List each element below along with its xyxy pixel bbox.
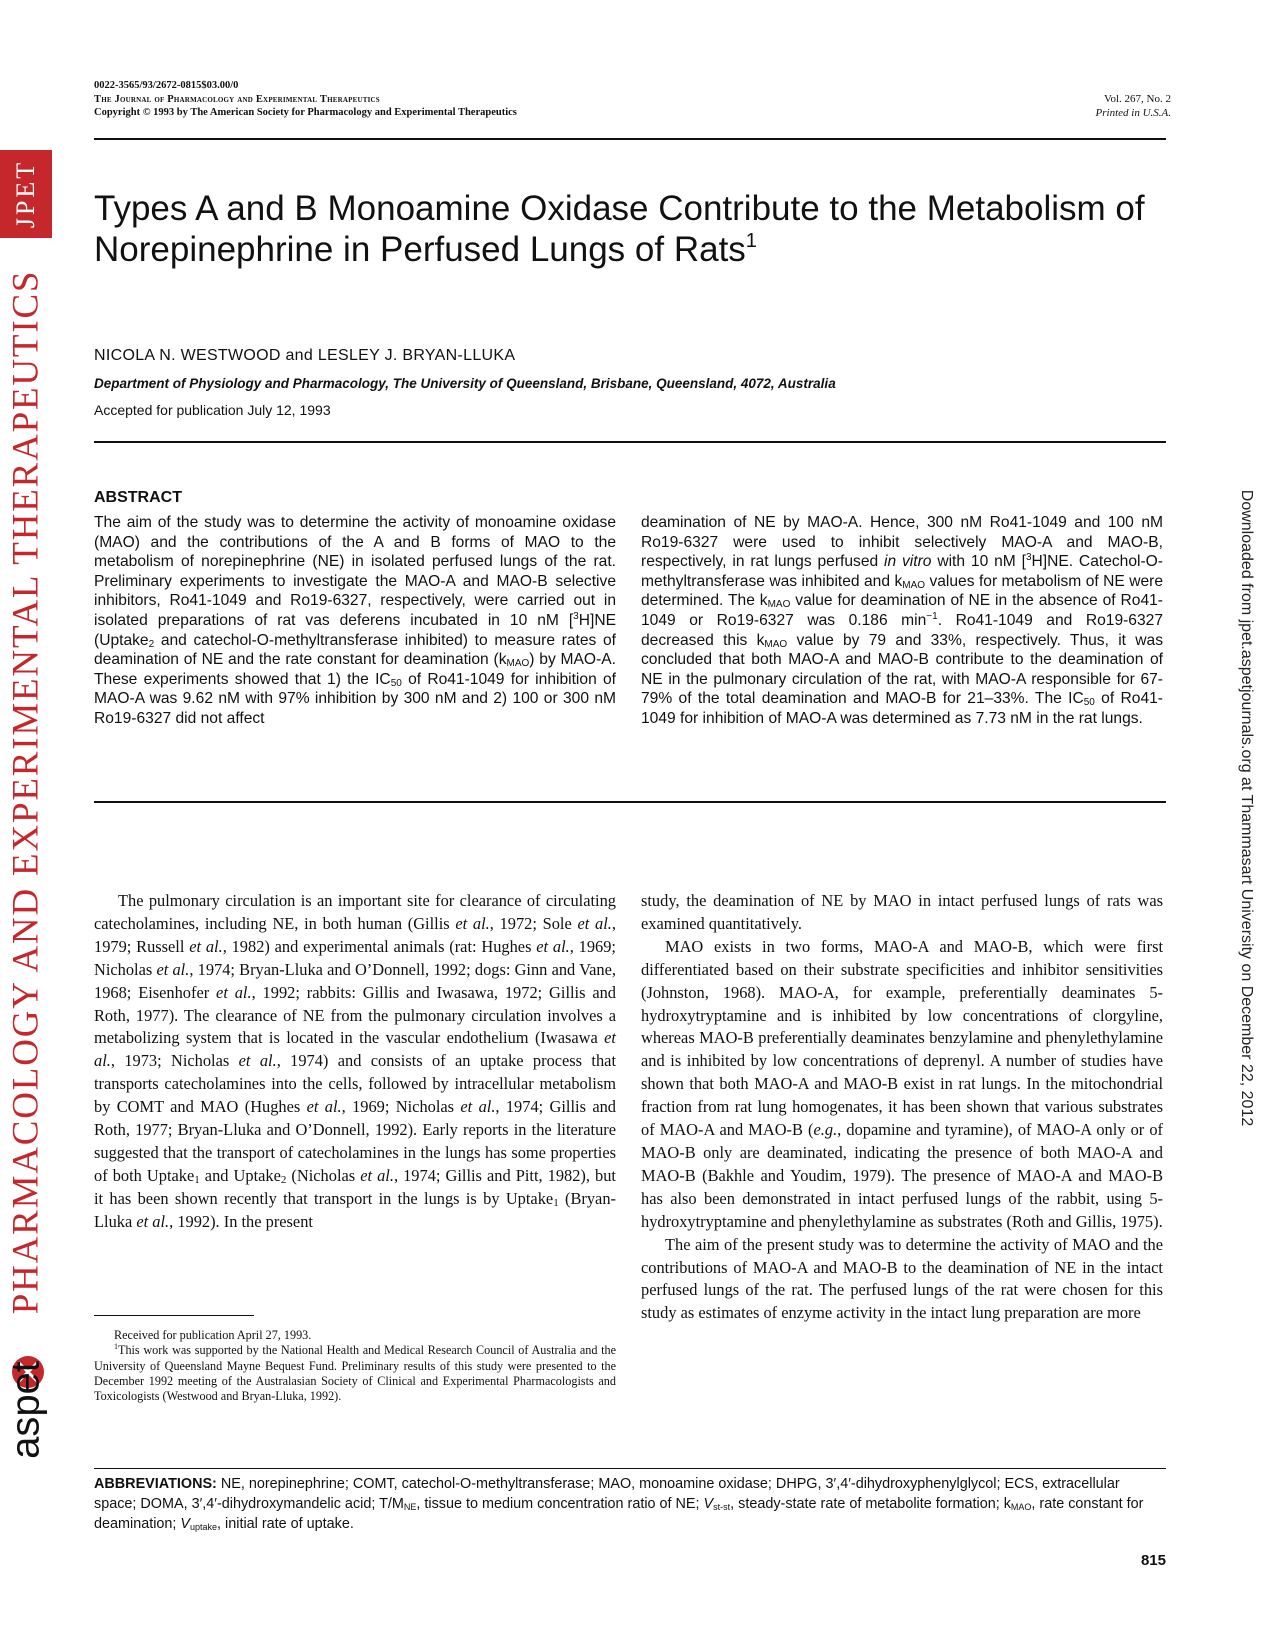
download-note: Downloaded from jpet.aspetjournals.org at Thammasart University on December 22, 2012 <box>1238 489 1255 1127</box>
volume: Vol. 267, No. 2 <box>1103 93 1171 105</box>
authors: NICOLA N. WESTWOOD and LESLEY J. BRYAN-LLUKA <box>94 347 516 364</box>
abbrev-rule <box>94 1468 1166 1469</box>
received-note: Received for publication April 27, 1993. <box>114 1328 312 1342</box>
journal-header <box>94 79 517 120</box>
continued-paragraph: study, the deamination of NE by MAO in intact perfused lungs of rats was examined quantitatively. <box>641 891 1163 933</box>
intro-paragraph: The pulmonary circulation is an important site for clearance of circulating catecholamines, including NE, in both human (Gillis et al., 1972; Sole et al., 1979; Russell et al., 1982) and experimental animals (rat: Hughes et al., 1969; Nicholas et al., 1974; Bryan-Lluka and O’Donnell, 1992; dogs: Ginn and Vane, 1968; Eisenhofer et al., 1992; rabbits: Gillis and Iwasawa, 1972; Gillis and Roth, 1977). The clearance of NE from the pulmonary circulation involves a metabolizing system that is located in the vascular endothelium (Iwasawa et al., 1973; Nicholas et al., 1974) and consists of an uptake process that transports catecholamines into the cells, followed by intracellular metabolism by COMT and MAO (Hughes et al., 1969; Nicholas et al., 1974; Gillis and Roth, 1977; Bryan-Lluka and O’Donnell, 1992). Early reports in the literature suggested that the transport of catecholamines in the lungs has some properties of both Uptake$_1$ and Uptake$_2$ (Nicholas et al., 1974; Gillis and Pitt, 1982), but it has been shown recently that transport in the lungs is by Uptake$_1$ (Bryan-Lluka et al., 1992). In the present <box>94 891 617 1231</box>
journal-vertical-title: PHARMACOLOGY AND EXPERIMENTAL THERAPEUTICS <box>5 269 47 1315</box>
footnotes <box>94 1328 616 1404</box>
support-note: $^1$This work was supported by the National Health and Medical Research Council of Australia and the University of Queensland Mayne Bequest Fund. Preliminary results of this study were presented to the December 1992 meeting of the Australasian Society of Clinical and Experimental Pharmacologists and Toxicologists (Westwood and Bryan-Lluka, 1992). <box>94 1342 616 1404</box>
page-number: 815 <box>1140 1552 1166 1569</box>
abstract-heading: ABSTRACT <box>94 489 182 506</box>
title-footnote-mark: 1 <box>745 230 757 252</box>
aim-paragraph: The aim of the present study was to determine the activity of MAO and the contributions of MAO-A and MAO-B to the deamination of NE in the intact perfused lungs of the rat. The perfused lungs of the rat were chosen for this study as estimates of enzyme activity in the intact lung preparation are more <box>641 1234 1163 1323</box>
printed-in: Printed in U.S.A. <box>1095 106 1171 119</box>
header-rule <box>94 138 1166 140</box>
jpet-logo-text: JPET <box>11 159 40 229</box>
volume-info <box>1096 93 1171 120</box>
journal-name: The Journal of Pharmacology and Experimental Therapeutics <box>94 93 380 105</box>
article-code: 0022-3565/93/2672-0815$03.00/0 <box>94 80 239 91</box>
copyright-line: Copyright © 1993 by The American Society for Pharmacology and Experimental Therapeutics <box>94 107 517 118</box>
accepted-date: Accepted for publication July 12, 1993 <box>94 402 331 418</box>
title-rule <box>94 441 1166 443</box>
footnote-rule <box>94 1315 254 1316</box>
abstract-right-column: deamination of NE by MAO-A. Hence, 300 nM Ro41-1049 and 100 nM Ro19-6327 were used to inhibit selectively MAO-A and MAO-B, respectively, in rat lungs perfused in vitro with 10 nM [$^3$H]NE. Catechol-O-methyltransferase was inhibited and $k_{MAO}$ values for metabolism of NE were determined. The $k_{MAO}$ value for deamination of NE in the absence of Ro41-1049 or Ro19-6327 was 0.186 $\min^{-1}$. Ro41-1049 and Ro19-6327 decreased this $k_{MAO}$ value by 79 and 33%, respectively. Thus, it was concluded that both MAO-A and MAO-B contribute to the deamination of NE in the pulmonary circulation of the rat, with MAO-A responsible for 67-79% of the total deamination and MAO-B for 21–33%. The $IC_{50}$ of Ro41-1049 for inhibition of MAO-A was determined as 7.73 nM in the rat lungs. <box>641 514 1163 727</box>
body-left-column <box>94 890 616 1234</box>
abstract-left-column: The aim of the study was to determine the activity of monoamine oxidase (MAO) and the contributions of the A and B forms of MAO to the metabolism of norepinephrine (NE) in isolated perfused lungs of the rat. Preliminary experiments to investigate the MAO-A and MAO-B selective inhibitors, Ro41-1049 and Ro19-6327, respectively, were carried out in isolated preparations of rat vas deferens incubated in 10 nM [$^3$H]NE (Uptake$_2$ and catechol-O-methyltransferase inhibited) to measure rates of deamination of NE and the rate constant for deamination $(k_{MAO})$ by MAO-A. These experiments showed that 1) the $IC_{50}$ of Ro41-1049 for inhibition of MAO-A was 9.62 nM with 97% inhibition by 300 nM and 2) 100 or 300 nM Ro19-6327 did not affect <box>94 514 616 727</box>
aspet-logo <box>4 1340 48 1490</box>
aspet-logo-text: aspet <box>3 1361 48 1459</box>
jpet-logo-box <box>0 150 52 238</box>
abbreviations: ABBREVIATIONS: NE, norepinephrine; COMT, catechol-O-methyltransferase; MAO, monoamine oxidase; DHPG, 3′,4′-dihydroxyphenylglycol; ECS, extracellular space; DOMA, 3′,4′-dihydroxymandelic acid; $T/M_{NE}$, tissue to medium concentration ratio of NE; $V_{st-st}$, steady-state rate of metabolite formation; $k_{MAO}$, rate constant for deamination; $V_{uptake}$, initial rate of uptake. <box>94 1476 1144 1532</box>
mao-forms-paragraph: MAO exists in two forms, MAO-A and MAO-B, which were first differentiated based on their substrate specificities and inhibitor sensitivities (Johnston, 1968). MAO-A, for example, preferentially deaminates 5-hydroxytryptamine and is inhibited by low concentrations of clorgyline, whereas MAO-B preferentially deaminates benzylamine and phenylethylamine and is inhibited by low concentrations of deprenyl. A number of studies have shown that both MAO-A and MAO-B exist in rat lungs. In the mitochondrial fraction from rat lung homogenates, it has been shown that various substrates of MAO-A and MAO-B (e.g., dopamine and tyramine), of MAO-A only or of MAO-B only are deaminated, indicating the presence of both MAO-A and MAO-B (Bakhle and Youdim, 1979). The presence of MAO-A and MAO-B has also been demonstrated in intact perfused lungs of the rabbit, using 5-hydroxytryptamine and phenylethylamine as substrates (Roth and Gillis, 1975). <box>641 936 1163 1231</box>
body-right-column <box>641 890 1163 1325</box>
article-title: Types A and B Monoamine Oxidase Contribute to the Metabolism of Norepinephrine in Perfused Lungs of Rats$^1$ <box>94 189 1145 269</box>
abstract-rule <box>94 801 1166 803</box>
affiliation: Department of Physiology and Pharmacology, The University of Queensland, Brisbane, Queensland, 4072, Australia <box>94 376 836 391</box>
